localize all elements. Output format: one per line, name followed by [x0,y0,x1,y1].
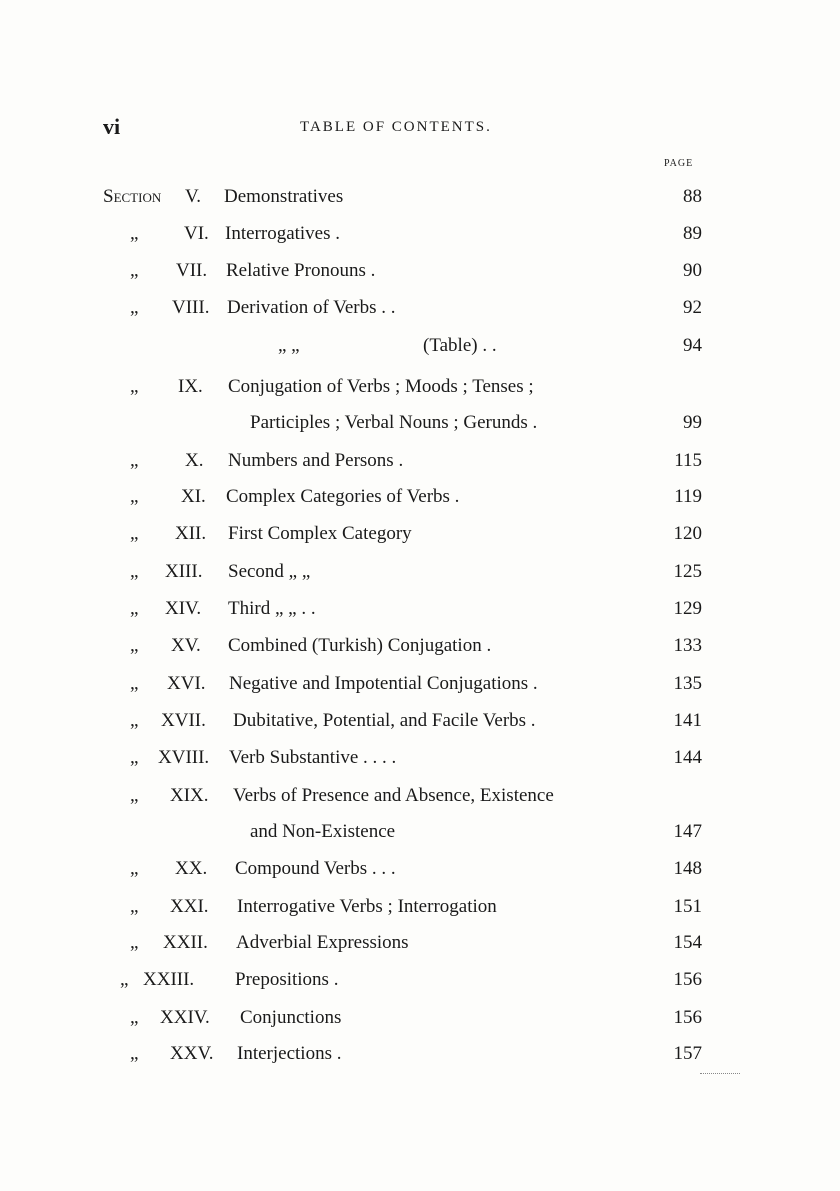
toc-title: Prepositions . [235,969,339,990]
toc-number: VI. [184,223,209,244]
page-column-label: PAGE [664,158,694,169]
toc-ditto: „ [130,932,139,953]
toc-ditto: „ [130,297,139,318]
toc-title: Relative Pronouns . [226,260,376,281]
toc-title: Interjections . [237,1043,342,1064]
toc-title: Conjugation of Verbs ; Moods ; Tenses ; [228,376,534,397]
toc-ditto: „ „ [278,335,300,356]
toc-entry [0,821,840,851]
toc-page: 125 [673,561,702,582]
toc-number: VII. [176,260,208,281]
toc-page: 99 [683,412,702,433]
folio: vi [103,114,121,139]
toc-number: IX. [178,376,203,397]
toc-entry [0,260,840,290]
toc-entry [0,673,840,703]
toc-title: Dubitative, Potential, and Facile Verbs . [233,710,536,731]
toc-page: 94 [683,335,702,356]
toc-page: 156 [673,1007,702,1028]
toc-title: (Table) . . [423,335,497,356]
toc-ditto: „ [130,896,139,917]
toc-page: 156 [673,969,702,990]
toc-ditto: „ [130,223,139,244]
ink-smudge [700,1073,740,1076]
toc-entry [0,450,840,480]
toc-entry [0,1043,840,1073]
toc-number: XVI. [167,673,206,694]
toc-entry [0,710,840,740]
toc-ditto: „ [130,635,139,656]
toc-title: Adverbial Expressions [236,932,409,953]
toc-ditto: „ [130,785,139,806]
toc-page: 92 [683,297,702,318]
toc-page: 133 [673,635,702,656]
toc-number: XI. [181,486,206,507]
toc-ditto: „ [130,710,139,731]
toc-page: 151 [673,896,702,917]
toc-page: 89 [683,223,702,244]
toc-entry [0,598,840,628]
toc-title: Derivation of Verbs . . [227,297,396,318]
toc-ditto: „ [130,486,139,507]
toc-title: Combined (Turkish) Conjugation . [228,635,492,656]
toc-entry [0,785,840,815]
toc-entry [0,523,840,553]
toc-ditto: „ [130,260,139,281]
toc-page: 120 [673,523,702,544]
toc-number: VIII. [172,297,210,318]
toc-ditto: „ [130,858,139,879]
toc-title: Demonstratives [224,186,344,207]
toc-title: Numbers and Persons . [228,450,404,471]
toc-number: XII. [175,523,207,544]
running-head: TABLE OF CONTENTS. [300,119,492,135]
toc-page: 141 [673,710,702,731]
toc-number: XVII. [161,710,206,731]
toc-number: XXV. [170,1043,214,1064]
toc-title: Conjunctions [240,1007,342,1028]
toc-entry [0,297,840,327]
toc-number: XIV. [165,598,202,619]
toc-number: V. [185,186,202,207]
toc-entry [0,1007,840,1037]
toc-title: Participles ; Verbal Nouns ; Gerunds . [250,412,538,433]
toc-title: Complex Categories of Verbs . [226,486,460,507]
toc-page: 147 [673,821,702,842]
toc-prefix: Section [103,186,162,207]
toc-entry [0,561,840,591]
toc-title: Compound Verbs . . . [235,858,396,879]
toc-number: X. [185,450,204,471]
toc-number: XIX. [170,785,209,806]
toc-number: XXI. [170,896,209,917]
toc-ditto: „ [130,747,139,768]
toc-number: XIII. [165,561,203,582]
toc-entry [0,186,840,216]
toc-entry [0,223,840,253]
toc-page: 154 [673,932,702,953]
toc-number: XXIV. [160,1007,210,1028]
toc-page: 90 [683,260,702,281]
toc-title: Interrogatives . [225,223,341,244]
toc-page: 88 [683,186,702,207]
toc-page: 148 [673,858,702,879]
toc-number: XV. [171,635,201,656]
toc-ditto: „ [130,1007,139,1028]
toc-ditto: „ [130,523,139,544]
toc-page: 157 [673,1043,702,1064]
toc-ditto: „ [130,673,139,694]
toc-number: XX. [175,858,208,879]
toc-entry [0,896,840,926]
toc-title: Interrogative Verbs ; Interrogation [237,896,497,917]
toc-ditto: „ [130,561,139,582]
toc-entry [0,486,840,516]
toc-ditto: „ [120,969,129,990]
toc-page: 119 [674,486,702,507]
toc-number: XXII. [163,932,208,953]
toc-page: 129 [673,598,702,619]
toc-entry [0,969,840,999]
toc-ditto: „ [130,1043,139,1064]
toc-title: Verbs of Presence and Absence, Existence [233,785,554,806]
toc-title: Verb Substantive . . . . [229,747,397,768]
toc-page: 135 [673,673,702,694]
toc-page: 115 [674,450,702,471]
toc-ditto: „ [130,450,139,471]
toc-title: Third „ „ . . [228,598,316,619]
toc-ditto: „ [130,598,139,619]
toc-title: First Complex Category [228,523,412,544]
toc-entry [0,412,840,442]
toc-ditto: „ [130,376,139,397]
toc-entry [0,747,840,777]
toc-entry [0,376,840,406]
toc-entry [0,858,840,888]
toc-entry [0,932,840,962]
toc-entry [0,335,840,365]
toc-title: Second „ „ [228,561,311,582]
toc-page: 144 [673,747,702,768]
toc-title: Negative and Impotential Conjugations . [229,673,538,694]
toc-title: and Non-Existence [250,821,396,842]
toc-number: XXIII. [143,969,195,990]
toc-number: XVIII. [158,747,210,768]
toc-entry [0,635,840,665]
